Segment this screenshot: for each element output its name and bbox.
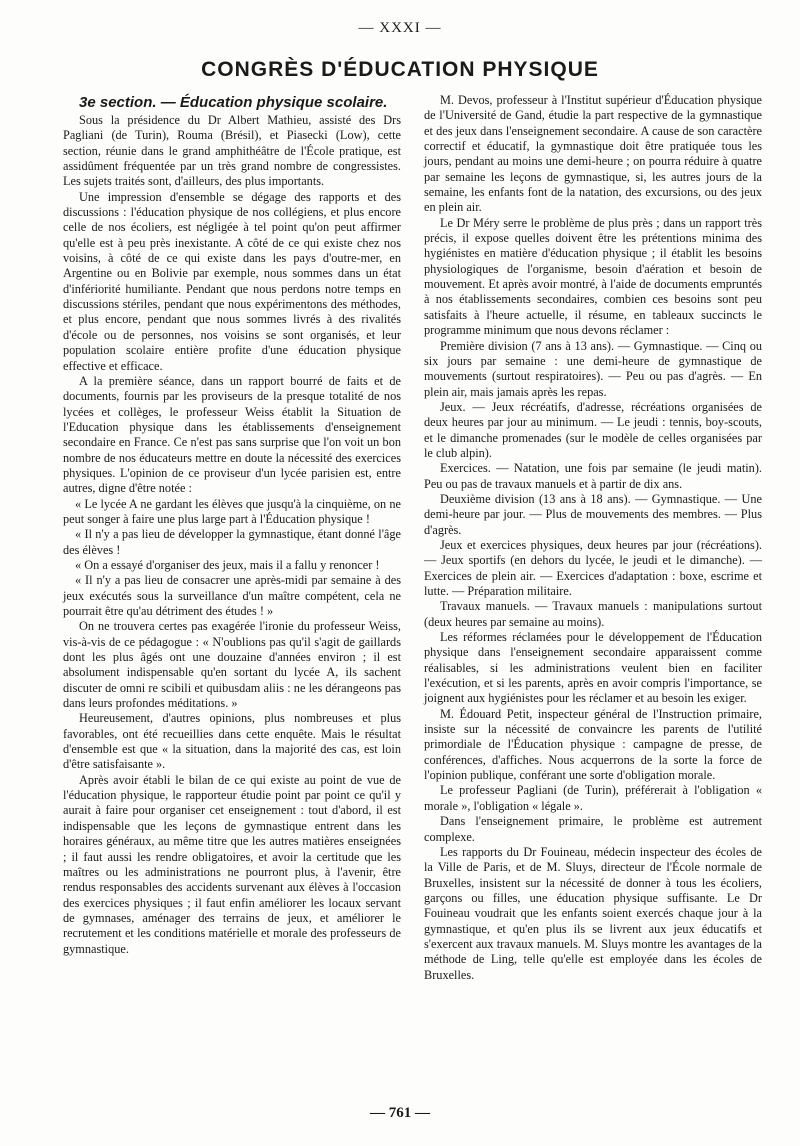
quote-paragraph: « Il n'y a pas lieu de développer la gymnastique, étant donné l'âge des élèves ! (63, 527, 401, 557)
paragraph: Deuxième division (13 ans à 18 ans). — Gymnastique. — Une demi-heure par jour. — Plus de mouvements des membres. — Plus d'agrès. (424, 491, 762, 537)
paragraph: M. Devos, professeur à l'Institut supérieur d'Éducation physique de l'Université de Gand, étudie la part respective de la gymnastique et des jeux dans l'enseignement secondaire. A cause de son caractère correctif et éducatif, la gymnastique doit être pratiquée tous les jours, pendant au moins une demi-heure ; on pourra réduire à quatre par semaine les leçons de gymnastique, si, les autres jours de la semaine, les enfants font de la natation, des excursions, ou des jeux en plein air. (424, 93, 762, 215)
paragraph: Le professeur Pagliani (de Turin), préférerait à l'obligation « morale », l'obligation « légale ». (424, 783, 762, 813)
paragraph: Dans l'enseignement primaire, le problème est autrement complexe. (424, 814, 762, 844)
left-column (63, 93, 401, 957)
paragraph: Une impression d'ensemble se dégage des rapports et des discussions : l'éducation physique de nos collégiens, et plus encore celle de nos écoliers, est négligée à tel point qu'on peut affirmer qu'elle est à peu près inexistante. A côté de ce qui existe chez nos voisins, à côté de ce qui existe dans les pays d'outre-mer, en Argentine ou en Bolivie par exemple, nous sommes dans un état d'infériorité humiliante. Pendant que nous perdons notre temps en discussions stériles, pendant que nous expérimentons des méthodes, et plus encore, pendant que nous sommes livrés à des rivalités d'école ou de personnes, nos voisins se sont organisés, et leur population scolaire entière profite d'une éducation physique effective et efficace. (63, 189, 401, 373)
roman-page-number: — XXXI — (358, 20, 442, 36)
paragraph: On ne trouvera certes pas exagérée l'ironie du professeur Weiss, vis-à-vis de ce pédagogue : « N'oublions pas qu'il s'agit de gaillards dont les plus âgés ont une douzaine d'années environ ; il est absolument indispensable qu'en sortant du lycée A, ils sachent discuter de omni re scibili et quibusdam aliis : ne les dérangeons pas dans leurs profondes méditations. » (63, 619, 401, 711)
right-column (424, 93, 762, 983)
paragraph: Jeux. — Jeux récréatifs, d'adresse, récréations organisées de deux heures par jour au minimum. — Le jeudi : tennis, boy-scouts, et le dimanche promenades (sur le modèle de celles organisées par le club alpin). (424, 399, 762, 460)
quote-paragraph: « Le lycée A ne gardant les élèves que jusqu'à la cinquième, on ne peut songer à faire une plus large part à l'Éducation physique ! (63, 496, 401, 526)
paragraph: Les réformes réclamées pour le développement de l'Éducation physique dans l'enseignement secondaire apparaissent comme réalisables, si les administrations veulent bien en faciliter l'exécution, et si les parents, après en avoir compris l'importance, se joignent aux hygiénistes pour les réclamer et au besoin les exiger. (424, 630, 762, 706)
paragraph: A la première séance, dans un rapport bourré de faits et de documents, fournis par les proviseurs de la presque totalité de nos lycées et collèges, le professeur Weiss établit la Situation de l'Education physique dans les établissements d'enseignement secondaire en France. Ce n'est pas sans surprise que l'on voit un bon nombre de nos éducateurs mettre en doute la nécessité des exercices physiques. L'opinion de ce proviseur d'un lycée parisien est, entre autres, digne d'être notée : (63, 373, 401, 496)
paragraph: Heureusement, d'autres opinions, plus nombreuses et plus favorables, ont été recueillies dans cette enquête. Mais le résultat d'ensemble est que « la situation, dans la majorité des cas, est loin d'être satisfaisante ». (63, 711, 401, 772)
paragraph: Les rapports du Dr Fouineau, médecin inspecteur des écoles de la Ville de Paris, et de M. Sluys, directeur de l'École normale de Bruxelles, insistent sur la nécessité de donner à tous les écoliers, garçons ou filles, une éducation physique suffisante. Le Dr Fouineau voudrait que les enfants soient exercés chaque jour à la gymnastique, et qu'en plus ils se livrent aux jeux éducatifs et s'exercent aux travaux manuels. M. Sluys montre les avantages de la méthode de Ling, telle qu'elle est employée dans les écoles de Bruxelles. (424, 844, 762, 982)
quote-paragraph: « On a essayé d'organiser des jeux, mais il a fallu y renoncer ! (75, 557, 380, 572)
paragraph: Sous la présidence du Dr Albert Mathieu, assisté des Drs Pagliani (de Turin), Rouma (Brésil), et Piasecki (Low), cette section, réunie dans le grand amphithéâtre de l'École pratique, est assidûment fréquentée par un très grand nombre de congressistes. Les sujets traités sont, d'ailleurs, des plus importants. (63, 113, 401, 189)
paragraph: Le Dr Méry serre le problème de plus près ; dans un rapport très précis, il expose quelles doivent être les prétentions minima des hygiénistes en matière d'éducation physique ; il établit les besoins physiologiques de l'organisme, besoin d'aération et besoin de mouvement. Et après avoir montré, à l'aide de documents empruntés à nos établissements secondaires, combien ces besoins sont peu satisfaits à l'heure actuelle, il résume, en tableaux succincts le programme minimum que nous devons réclamer : (424, 215, 762, 338)
page-title: CONGRÈS D'ÉDUCATION PHYSIQUE (201, 58, 599, 81)
page-number: — 761 — (370, 1105, 430, 1121)
paragraph: M. Édouard Petit, inspecteur général de l'Instruction primaire, insiste sur la nécessité de convaincre les parents de l'utilité primordiale de l'Éducation physique : campagne de presse, de conférences, d'affiches. Nous acquerrons de la sorte la force de l'opinion publique, conférant une sorte d'obligation morale. (424, 706, 762, 783)
paragraph: Exercices. — Natation, une fois par semaine (le jeudi matin). Peu ou pas de travaux manuels et à partir de dix ans. (424, 461, 762, 491)
paragraph: Première division (7 ans à 13 ans). — Gymnastique. — Cinq ou six jours par semaine : une demi-heure de gymnastique de mouvements (surtout respiratoires). — Peu ou pas d'agrès. — En plein air, mais jamais après les repas. (424, 338, 762, 399)
quote-paragraph: « Il n'y a pas lieu de consacrer une après-midi par semaine à des jeux exécutés sous la surveillance d'un maître compétent, cela ne pourrait être qu'au détriment des études ! » (63, 573, 401, 618)
paragraph: Après avoir établi le bilan de ce qui existe au point de vue de l'éducation physique, le rapporteur étudie point par point ce qu'il y aurait à faire pour organiser cet enseignement : tout d'abord, il est indispensable que les leçons de gymnastique entrent dans les horaires généraux, au même titre que les autres matières enseignées ; il faut aussi les rendre obligatoires, et avoir la certitude que les maîtres ou les administrations ne pourront plus, à l'avenir, être rendus responsables des accidents survenant aux élèves à l'occasion des exercices physiques ; il faut enfin améliorer les locaux servant de gymnases, aménager des terrains de jeux, et améliorer le recrutement et les conditions matérielle et morale des professeurs de gymnastique. (63, 772, 401, 956)
paragraph: Travaux manuels. — Travaux manuels : manipulations surtout (deux heures par semaine au moins). (424, 599, 762, 629)
section-heading: 3e section. — Éducation physique scolaire. (79, 94, 388, 111)
paragraph: Jeux et exercices physiques, deux heures par jour (récréations). — Jeux sportifs (en dehors du lycée, le jeudi et le dimanche). — Exercices de plein air. — Exercices d'adaptation : boxe, escrime et lutte. — Préparation militaire. (424, 537, 762, 598)
